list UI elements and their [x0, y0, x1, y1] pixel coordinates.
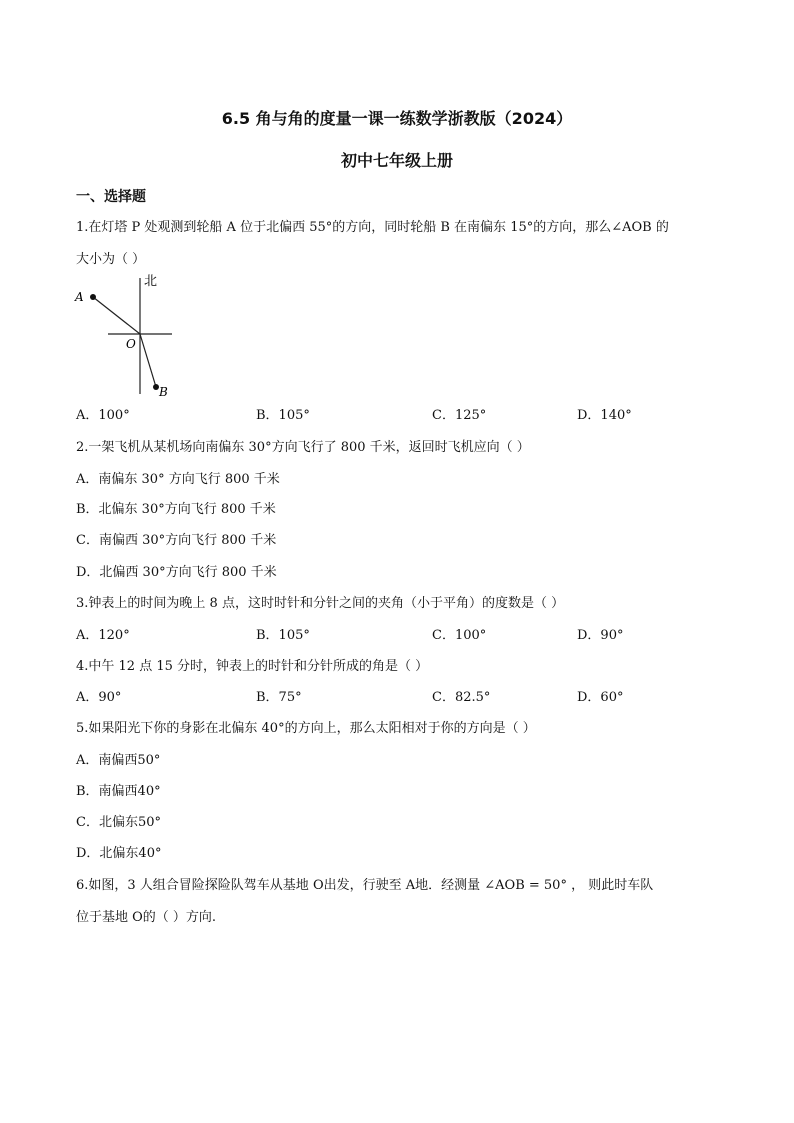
q2-option-b: B．北偏东 30°方向飞行 800 千米 — [76, 502, 276, 517]
q3-option-b: B．105° — [256, 628, 310, 643]
q2-option-c: C．南偏西 30°方向飞行 800 千米 — [76, 533, 277, 548]
q5-option-c: C．北偏东50° — [76, 815, 161, 830]
q3-option-a: A．120° — [76, 628, 130, 643]
north-label: 北 — [144, 274, 158, 289]
q4-option-b: B．75° — [256, 690, 302, 705]
q4-option-a: A．90° — [76, 690, 122, 705]
q1-option-a: A．100° — [76, 408, 130, 423]
document-title: 6.5 角与角的度量一课一练数学浙教版（2024） — [221, 109, 573, 128]
q2-option-d: D．北偏西 30°方向飞行 800 千米 — [76, 565, 277, 580]
q1-option-b: B．105° — [256, 408, 310, 423]
q4-option-c: C．82.5° — [432, 690, 491, 705]
q6-stem-line1: 6.如图，3 人组合冒险探险队驾车从基地 O出发，行驶至 A地．经测量 ∠AOB = 50° ， 则此时车队 — [76, 878, 654, 893]
label-a: A — [75, 290, 84, 304]
q4-stem: 4.中午 12 点 15 分时，钟表上的时针和分针所成的角是（ ） — [76, 659, 429, 674]
label-b: B — [159, 385, 168, 399]
point-a — [90, 294, 96, 300]
q5-option-b: B．南偏西40° — [76, 784, 161, 799]
q1-option-c: C．125° — [432, 408, 487, 423]
q1-stem-line1: 1.在灯塔 P 处观测到轮船 A 位于北偏西 55°的方向，同时轮船 B 在南偏东 15°的方向，那么∠AOB 的 — [76, 220, 669, 235]
label-o: O — [126, 337, 136, 351]
q6-stem-line2: 位于基地 O的（ ）方向. — [76, 910, 217, 925]
q2-stem: 2.一架飞机从某机场向南偏东 30°方向飞行了 800 千米，返回时飞机应向（ ） — [76, 440, 530, 455]
q1-stem-line2: 大小为（ ） — [76, 252, 146, 267]
q3-option-c: C．100° — [432, 628, 487, 643]
q5-stem: 5.如果阳光下你的身影在北偏东 40°的方向上，那么太阳相对于你的方向是（ ） — [76, 721, 536, 736]
q3-stem: 3.钟表上的时间为晚上 8 点，这时时针和分针之间的夹角（小于平角）的度数是（ ） — [76, 596, 565, 611]
q4-option-d: D．60° — [577, 690, 624, 705]
q3-option-d: D．90° — [577, 628, 624, 643]
direction-diagram — [72, 270, 192, 400]
section-heading: 一、选择题 — [76, 189, 146, 205]
q2-option-a: A．南偏东 30° 方向飞行 800 千米 — [76, 472, 280, 487]
q1-option-d: D．140° — [577, 408, 632, 423]
document-subtitle: 初中七年级上册 — [340, 151, 453, 170]
q1-direction-figure — [72, 270, 192, 404]
q5-option-a: A．南偏西50° — [76, 753, 161, 768]
q5-option-d: D．北偏东40° — [76, 846, 162, 861]
ray-oa — [93, 297, 140, 334]
ray-ob — [140, 334, 156, 387]
